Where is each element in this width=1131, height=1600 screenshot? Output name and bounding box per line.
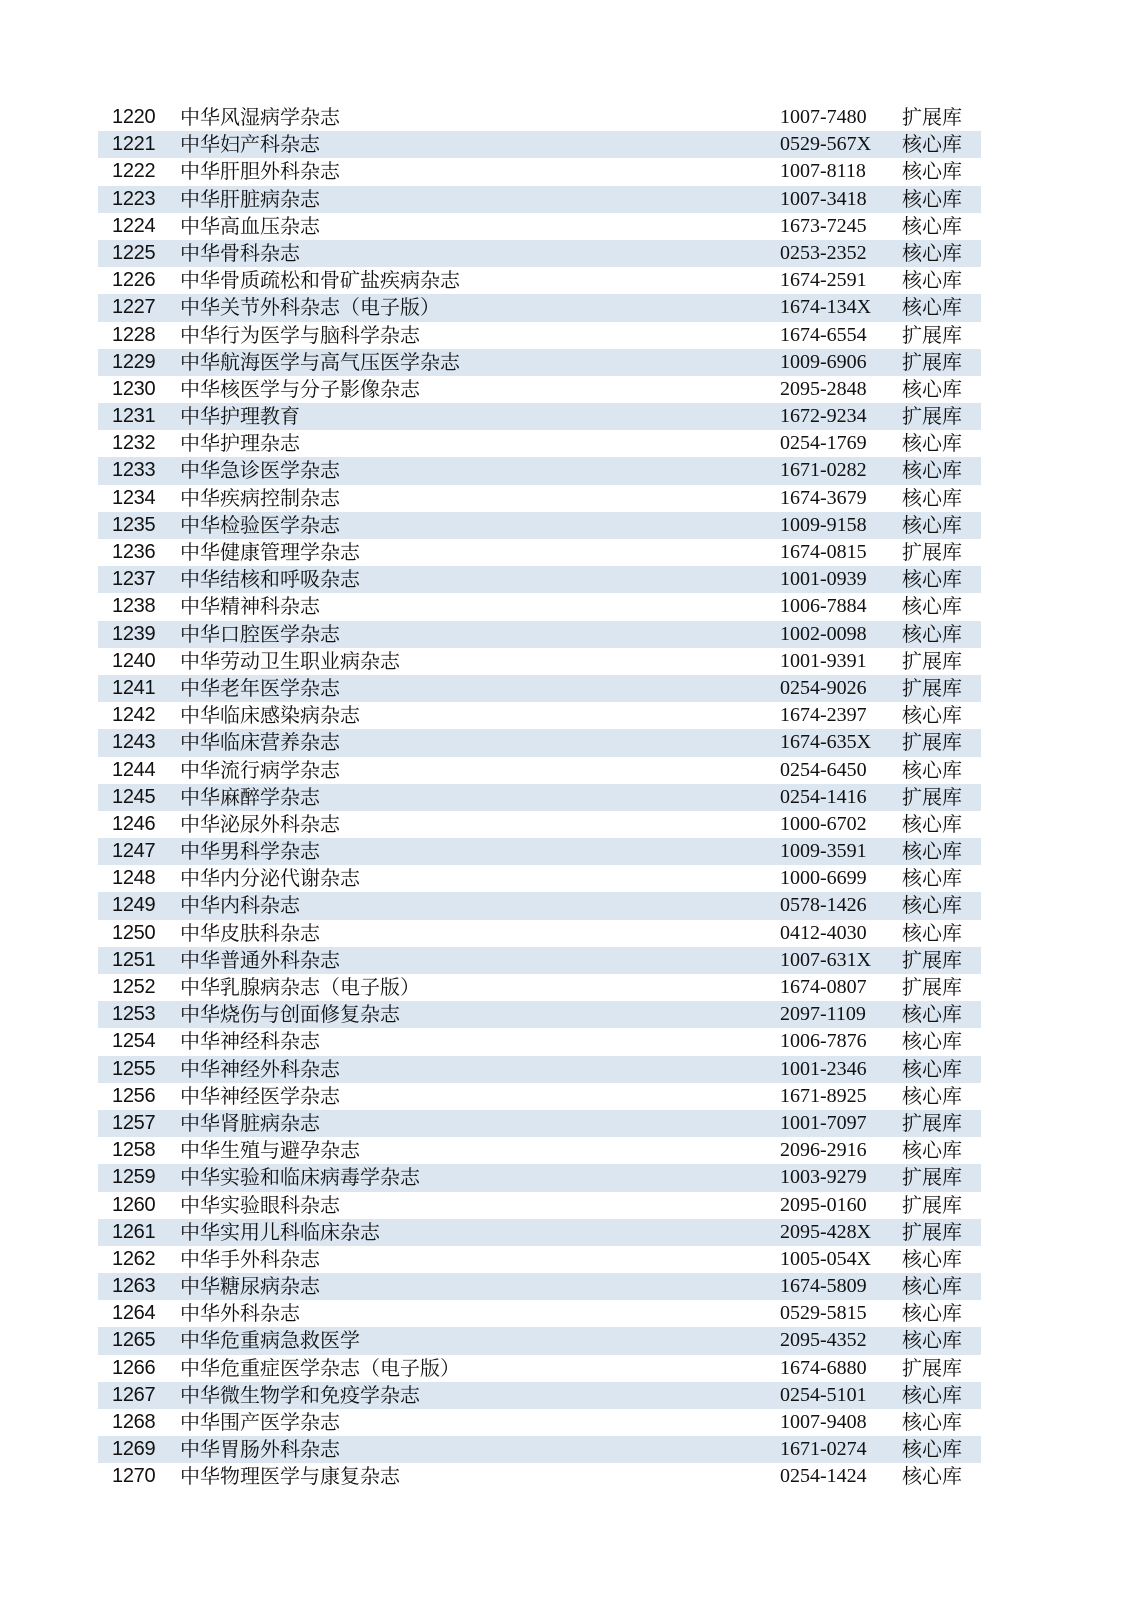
table-row (98, 349, 981, 376)
journal-library: 核心库 (902, 512, 962, 537)
journal-number: 1249 (112, 894, 156, 917)
table-row (98, 430, 981, 457)
journal-title: 中华皮肤科杂志 (180, 920, 320, 945)
journal-library: 扩展库 (902, 648, 962, 673)
journal-title: 中华健康管理学杂志 (180, 540, 360, 564)
journal-library: 核心库 (902, 1301, 962, 1326)
table-row (98, 1436, 981, 1463)
journal-issn: 1006-7884 (780, 595, 867, 618)
journal-library: 核心库 (902, 1056, 962, 1081)
journal-title: 中华实用儿科临床杂志 (180, 1219, 380, 1244)
journal-library: 扩展库 (902, 947, 962, 972)
journal-number: 1268 (112, 1411, 156, 1433)
journal-title: 中华航海医学与高气压医学杂志 (180, 349, 460, 374)
journal-number: 1257 (112, 1111, 156, 1134)
journal-number: 1250 (112, 921, 156, 944)
journal-issn: 1671-8925 (780, 1084, 867, 1107)
table-row (98, 131, 981, 158)
table-row (98, 865, 981, 892)
journal-number: 1270 (112, 1465, 156, 1488)
journal-title: 中华老年医学杂志 (180, 675, 340, 700)
table-row (98, 322, 981, 349)
table-row (98, 675, 981, 702)
journal-number: 1245 (112, 785, 156, 808)
table-row (98, 213, 981, 240)
journal-title: 中华围产医学杂志 (180, 1410, 340, 1434)
journal-number: 1221 (112, 133, 156, 156)
journal-issn: 2096-2916 (780, 1139, 867, 1162)
journal-issn: 1006-7876 (780, 1030, 867, 1053)
journal-issn: 1674-6554 (780, 323, 867, 346)
journal-issn: 0254-9026 (780, 676, 867, 699)
journal-issn: 1001-0939 (780, 568, 867, 591)
journal-library: 核心库 (902, 1083, 962, 1108)
journal-issn: 1000-6699 (780, 867, 867, 890)
journal-number: 1244 (112, 758, 156, 781)
journal-library: 核心库 (902, 839, 962, 864)
journal-number: 1241 (112, 676, 156, 699)
table-row (98, 784, 981, 811)
table-row (98, 1137, 981, 1164)
journal-library: 核心库 (902, 1328, 962, 1353)
journal-number: 1243 (112, 731, 156, 754)
journal-issn: 0529-5815 (780, 1302, 867, 1325)
journal-number: 1247 (112, 840, 156, 863)
journal-title: 中华男科学杂志 (180, 839, 320, 864)
journal-library: 核心库 (902, 295, 962, 320)
journal-number: 1240 (112, 649, 156, 672)
journal-issn: 1001-9391 (780, 649, 867, 672)
journal-issn: 1003-9279 (780, 1166, 867, 1189)
journal-number: 1255 (112, 1057, 156, 1080)
journal-library: 核心库 (902, 458, 962, 483)
journal-title: 中华烧伤与创面修复杂志 (180, 1002, 400, 1027)
journal-title: 中华麻醉学杂志 (180, 784, 320, 809)
journal-title: 中华劳动卫生职业病杂志 (180, 648, 400, 673)
journal-title: 中华胃肠外科杂志 (180, 1437, 340, 1462)
journal-title: 中华核医学与分子影像杂志 (180, 376, 420, 401)
journal-title: 中华行为医学与脑科学杂志 (180, 322, 420, 347)
journal-number: 1223 (112, 187, 156, 210)
journal-title: 中华检验医学杂志 (180, 512, 340, 537)
journal-library: 核心库 (902, 1382, 962, 1407)
journal-library: 核心库 (902, 376, 962, 401)
journal-issn: 1005-054X (780, 1247, 872, 1270)
journal-library: 扩展库 (902, 1110, 962, 1135)
journal-library: 核心库 (902, 920, 962, 945)
journal-library: 核心库 (902, 485, 962, 510)
journal-number: 1229 (112, 350, 156, 373)
journal-library: 核心库 (902, 213, 962, 238)
journal-issn: 1002-0098 (780, 622, 867, 645)
journal-title: 中华关节外科杂志（电子版） (180, 295, 440, 320)
table-row (98, 974, 981, 1001)
journal-issn: 0578-1426 (780, 894, 867, 917)
table-row (98, 294, 981, 321)
journal-issn: 2095-0160 (780, 1193, 867, 1216)
journal-library: 扩展库 (902, 105, 962, 129)
journal-number: 1227 (112, 296, 156, 319)
journal-issn: 0254-6450 (780, 758, 867, 781)
journal-number: 1264 (112, 1302, 156, 1325)
table-row (98, 757, 981, 784)
journal-title: 中华实验和临床病毒学杂志 (180, 1165, 420, 1190)
table-row (98, 947, 981, 974)
journal-number: 1248 (112, 867, 156, 890)
journal-number: 1239 (112, 622, 156, 645)
table-row (98, 1327, 981, 1354)
table-row (98, 1219, 981, 1246)
table-row (98, 1110, 981, 1137)
journal-issn: 0254-1769 (780, 432, 867, 455)
journal-title: 中华妇产科杂志 (180, 132, 320, 157)
journal-issn: 1007-3418 (780, 187, 867, 210)
journal-issn: 1671-0282 (780, 459, 867, 482)
journal-number: 1253 (112, 1003, 156, 1026)
journal-library: 核心库 (902, 757, 962, 782)
journal-library: 核心库 (902, 1410, 962, 1434)
journal-issn: 2095-4352 (780, 1329, 867, 1352)
journal-library: 核心库 (902, 811, 962, 836)
journal-title: 中华内分泌代谢杂志 (180, 866, 360, 891)
journal-title: 中华护理杂志 (180, 431, 300, 456)
journal-issn: 1674-635X (780, 731, 872, 754)
journal-issn: 1001-2346 (780, 1057, 867, 1080)
journal-title: 中华临床感染病杂志 (180, 703, 360, 728)
journal-number: 1220 (112, 106, 156, 128)
journal-number: 1232 (112, 432, 156, 455)
journal-number: 1234 (112, 486, 156, 509)
table-row (98, 1355, 981, 1382)
journal-title: 中华精神科杂志 (180, 594, 320, 619)
journal-number: 1266 (112, 1356, 156, 1379)
journal-library: 核心库 (902, 866, 962, 891)
journal-library: 核心库 (902, 132, 962, 157)
journal-issn: 1674-2591 (780, 269, 867, 292)
journal-library: 核心库 (902, 159, 962, 184)
journal-library: 核心库 (902, 703, 962, 728)
journal-library: 核心库 (902, 1274, 962, 1299)
journal-issn: 1672-9234 (780, 405, 867, 428)
table-row (98, 104, 981, 131)
journal-number: 1259 (112, 1166, 156, 1189)
table-row (98, 512, 981, 539)
journal-title: 中华流行病学杂志 (180, 757, 340, 782)
journal-table (98, 104, 981, 1491)
journal-title: 中华神经医学杂志 (180, 1083, 340, 1108)
table-row (98, 1192, 981, 1219)
journal-issn: 1001-7097 (780, 1111, 867, 1134)
journal-library: 核心库 (902, 1464, 962, 1489)
table-row (98, 403, 981, 430)
journal-library: 扩展库 (902, 730, 962, 755)
journal-library: 核心库 (902, 1138, 962, 1163)
table-row (98, 1028, 981, 1055)
journal-issn: 0254-5101 (780, 1383, 867, 1406)
table-row (98, 376, 981, 403)
journal-library: 核心库 (902, 1029, 962, 1054)
table-row (98, 1273, 981, 1300)
journal-number: 1252 (112, 976, 156, 998)
journal-title: 中华神经科杂志 (180, 1029, 320, 1054)
journal-number: 1261 (112, 1220, 156, 1243)
journal-library: 扩展库 (902, 975, 962, 999)
journal-issn: 1000-6702 (780, 812, 867, 835)
journal-number: 1235 (112, 513, 156, 536)
journal-library: 核心库 (902, 621, 962, 646)
journal-issn: 1673-7245 (780, 214, 867, 237)
journal-title: 中华外科杂志 (180, 1301, 300, 1326)
table-row (98, 457, 981, 484)
table-row (98, 1083, 981, 1110)
table-row (98, 838, 981, 865)
journal-title: 中华护理教育 (180, 404, 300, 429)
journal-number: 1222 (112, 160, 156, 183)
journal-library: 核心库 (902, 1246, 962, 1271)
journal-number: 1254 (112, 1030, 156, 1053)
journal-number: 1262 (112, 1247, 156, 1270)
journal-issn: 1007-631X (780, 948, 872, 971)
journal-library: 核心库 (902, 594, 962, 619)
table-row (98, 1382, 981, 1409)
journal-library: 核心库 (902, 1437, 962, 1462)
journal-title: 中华急诊医学杂志 (180, 458, 340, 483)
journal-title: 中华肝脏病杂志 (180, 186, 320, 211)
journal-title: 中华危重症医学杂志（电子版） (180, 1355, 460, 1380)
journal-number: 1256 (112, 1084, 156, 1107)
journal-title: 中华高血压杂志 (180, 213, 320, 238)
journal-number: 1265 (112, 1329, 156, 1352)
journal-issn: 1009-9158 (780, 513, 867, 536)
journal-number: 1260 (112, 1193, 156, 1216)
journal-number: 1236 (112, 541, 156, 563)
journal-issn: 0412-4030 (780, 921, 867, 944)
journal-library: 扩展库 (902, 1165, 962, 1190)
journal-library: 扩展库 (902, 1355, 962, 1380)
journal-library: 核心库 (902, 893, 962, 918)
journal-issn: 1674-3679 (780, 486, 867, 509)
journal-title: 中华骨科杂志 (180, 240, 300, 265)
table-row (98, 158, 981, 185)
journal-number: 1258 (112, 1139, 156, 1162)
table-row (98, 811, 981, 838)
table-row (98, 566, 981, 593)
journal-number: 1267 (112, 1383, 156, 1406)
journal-library: 扩展库 (902, 1219, 962, 1244)
table-row (98, 702, 981, 729)
journal-title: 中华风湿病学杂志 (180, 105, 340, 129)
journal-number: 1230 (112, 377, 156, 400)
journal-library: 扩展库 (902, 540, 962, 564)
journal-issn: 1674-5809 (780, 1275, 867, 1298)
journal-title: 中华实验眼科杂志 (180, 1192, 340, 1217)
journal-number: 1237 (112, 568, 156, 591)
journal-issn: 2097-1109 (780, 1003, 866, 1026)
journal-title: 中华肝胆外科杂志 (180, 159, 340, 184)
journal-issn: 0529-567X (780, 133, 872, 156)
journal-title: 中华泌尿外科杂志 (180, 811, 340, 836)
table-row (98, 1409, 981, 1436)
journal-library: 核心库 (902, 186, 962, 211)
journal-library: 扩展库 (902, 675, 962, 700)
journal-title: 中华物理医学与康复杂志 (180, 1464, 400, 1489)
table-row (98, 621, 981, 648)
journal-issn: 1007-9408 (780, 1411, 867, 1433)
journal-library: 核心库 (902, 431, 962, 456)
journal-issn: 0254-1416 (780, 785, 867, 808)
journal-issn: 1007-8118 (780, 160, 866, 183)
journal-title: 中华临床营养杂志 (180, 730, 340, 755)
table-row (98, 593, 981, 620)
table-row (98, 920, 981, 947)
journal-title: 中华微生物学和免疫学杂志 (180, 1382, 420, 1407)
journal-title: 中华肾脏病杂志 (180, 1110, 320, 1135)
journal-issn: 2095-2848 (780, 377, 867, 400)
journal-title: 中华疾病控制杂志 (180, 485, 340, 510)
journal-number: 1225 (112, 241, 156, 264)
journal-library: 扩展库 (902, 404, 962, 429)
journal-issn: 1009-6906 (780, 350, 867, 373)
journal-title: 中华糖尿病杂志 (180, 1274, 320, 1299)
journal-title: 中华手外科杂志 (180, 1246, 320, 1271)
journal-issn: 1671-0274 (780, 1438, 867, 1461)
journal-library: 扩展库 (902, 349, 962, 374)
journal-issn: 1007-7480 (780, 106, 867, 128)
table-row (98, 1246, 981, 1273)
table-row (98, 539, 981, 566)
journal-number: 1231 (112, 405, 156, 428)
journal-title: 中华口腔医学杂志 (180, 621, 340, 646)
table-row (98, 485, 981, 512)
journal-number: 1233 (112, 459, 156, 482)
journal-title: 中华乳腺病杂志（电子版） (180, 975, 420, 999)
journal-library: 核心库 (902, 268, 962, 293)
journal-issn: 1674-0815 (780, 541, 867, 563)
journal-library: 扩展库 (902, 322, 962, 347)
journal-number: 1242 (112, 704, 156, 727)
journal-library: 核心库 (902, 240, 962, 265)
table-row (98, 186, 981, 213)
journal-issn: 1009-3591 (780, 840, 867, 863)
journal-library: 核心库 (902, 1002, 962, 1027)
journal-issn: 1674-0807 (780, 976, 867, 998)
table-row (98, 1300, 981, 1327)
journal-number: 1224 (112, 214, 156, 237)
journal-title: 中华结核和呼吸杂志 (180, 567, 360, 592)
table-row (98, 892, 981, 919)
journal-issn: 1674-134X (780, 296, 872, 319)
journal-library: 扩展库 (902, 1192, 962, 1217)
journal-issn: 1674-6880 (780, 1356, 867, 1379)
journal-library: 核心库 (902, 567, 962, 592)
table-row (98, 1164, 981, 1191)
journal-title: 中华普通外科杂志 (180, 947, 340, 972)
table-row (98, 267, 981, 294)
journal-number: 1228 (112, 323, 156, 346)
table-row (98, 729, 981, 756)
journal-issn: 1674-2397 (780, 704, 867, 727)
journal-title: 中华生殖与避孕杂志 (180, 1138, 360, 1163)
table-row (98, 1056, 981, 1083)
table-row (98, 648, 981, 675)
journal-number: 1238 (112, 595, 156, 618)
journal-number: 1246 (112, 812, 156, 835)
journal-issn: 0254-1424 (780, 1465, 867, 1488)
journal-title: 中华骨质疏松和骨矿盐疾病杂志 (180, 268, 460, 293)
journal-issn: 2095-428X (780, 1220, 872, 1243)
table-row (98, 1001, 981, 1028)
table-row (98, 1463, 981, 1490)
journal-issn: 0253-2352 (780, 241, 867, 264)
journal-title: 中华内科杂志 (180, 893, 300, 918)
journal-title: 中华危重病急救医学 (180, 1328, 360, 1353)
journal-number: 1251 (112, 948, 156, 971)
table-row (98, 240, 981, 267)
journal-title: 中华神经外科杂志 (180, 1056, 340, 1081)
journal-number: 1263 (112, 1275, 156, 1298)
journal-number: 1226 (112, 269, 156, 292)
journal-number: 1269 (112, 1438, 156, 1461)
journal-library: 扩展库 (902, 784, 962, 809)
